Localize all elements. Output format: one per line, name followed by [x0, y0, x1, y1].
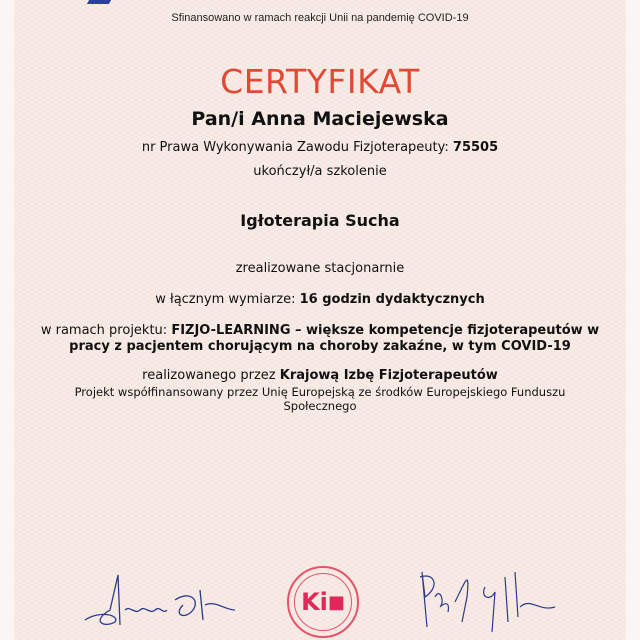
course-name: Igłoterapia Sucha — [240, 211, 400, 230]
realized-by-label: realizowanego przez — [142, 368, 276, 383]
project-line — [0, 323, 640, 355]
recipient-name: Pan/i Anna Maciejewska — [191, 108, 449, 130]
eu-flag-fragment — [87, 0, 111, 4]
hours-label: w łącznym wymiarze: — [155, 292, 296, 307]
certificate-title: CERTYFIKAT — [220, 62, 420, 101]
project-name-1: FIZJO-LEARNING – większe kompetencje fizjoterapeutów w — [171, 323, 600, 338]
realized-by: Krajową Izbę Fizjoterapeutów — [279, 368, 498, 383]
funding-note: Sfinansowano w ramach reakcji Unii na pandemię COVID-19 — [171, 12, 469, 24]
project-label: w ramach projektu: — [40, 323, 168, 338]
project-name-2: pracy z pacjentem chorującym na choroby zakaźne, w tym COVID-19 — [69, 339, 571, 354]
license-label: nr Prawa Wykonywania Zawodu Fizjoterapeuty: — [141, 140, 449, 155]
completed-text: ukończył/a szkolenie — [253, 164, 387, 179]
license-line — [0, 140, 640, 155]
cofinance-2: Społecznego — [283, 399, 357, 413]
cofinance-note — [0, 385, 640, 413]
kif-stamp — [287, 566, 359, 638]
realized-by-line — [0, 368, 640, 383]
hours-value: 16 godzin dydaktycznych — [299, 292, 485, 307]
hours-line — [0, 292, 640, 307]
signature-left — [80, 570, 240, 630]
mode-text: zrealizowane stacjonarnie — [235, 261, 405, 276]
signature-right — [410, 562, 560, 632]
license-number: 75505 — [452, 140, 499, 155]
kif-logo: Ki ■ — [294, 573, 352, 631]
cofinance-1: Projekt współfinansowany przez Unię Europejską ze środków Europejskiego Funduszu — [74, 385, 566, 399]
